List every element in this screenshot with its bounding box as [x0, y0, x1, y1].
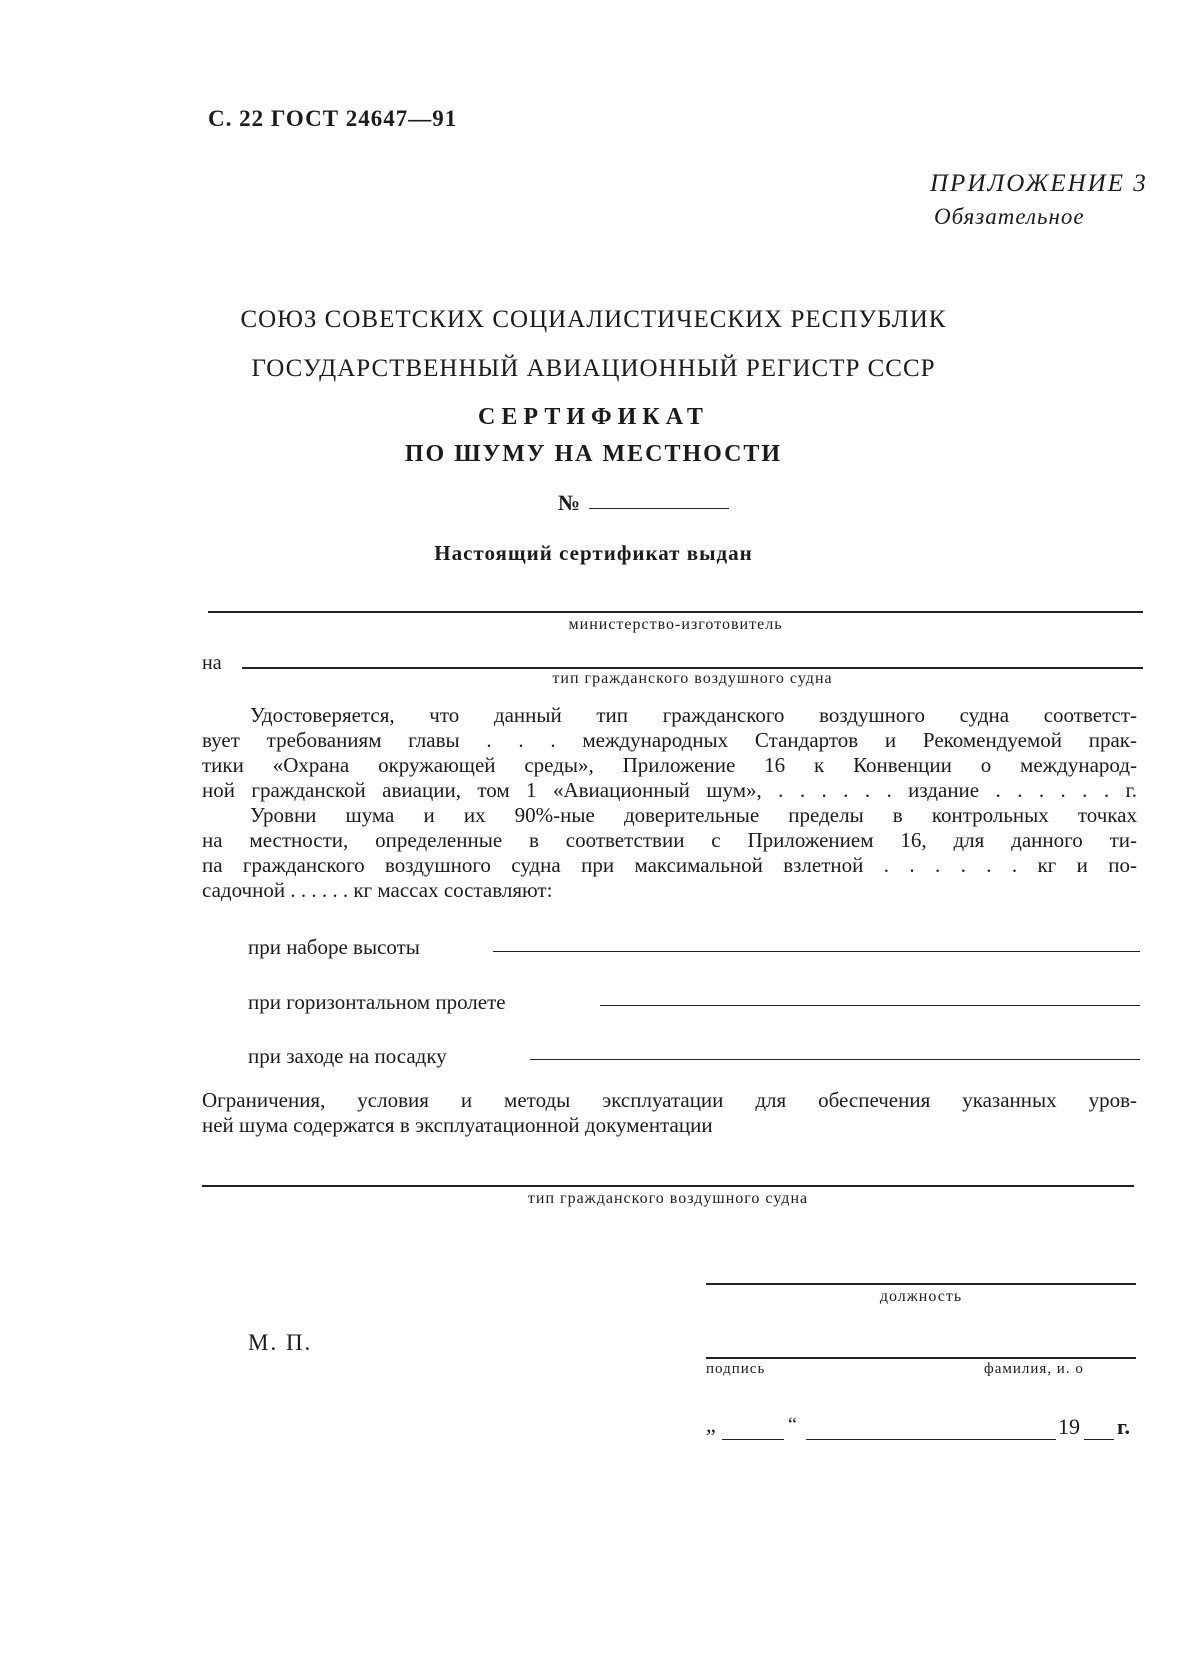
paragraph-line: ней шума содержатся в эксплуатационной документации [202, 1113, 713, 1137]
certificate-number-field[interactable] [589, 508, 729, 509]
page-header: С. 22 ГОСТ 24647—91 [208, 106, 458, 131]
paragraph-line: Ограничения, условия и методы эксплуатации для обеспечения указанных уров- [202, 1088, 1137, 1112]
footer-aircraft-type-caption: тип гражданского воздушного судна [527, 1190, 809, 1207]
appendix-subtitle: Обязательное [934, 204, 1085, 229]
signature-caption: подпись [706, 1361, 766, 1377]
date-month-field[interactable] [806, 1439, 1056, 1440]
paragraph-line: Уровни шума и их 90%-ные доверительные пределы в контрольных точках [250, 803, 1137, 827]
org-line-2: ГОСУДАРСТВЕННЫЙ АВИАЦИОННЫЙ РЕГИСТР СССР [251, 355, 936, 382]
date-open-quote: „ [706, 1412, 716, 1437]
na-label: на [202, 652, 222, 674]
level-approach-field[interactable] [530, 1059, 1140, 1060]
paragraph-line: садочной . . . . . . кг массах составляют: [202, 878, 553, 902]
position-field[interactable] [706, 1283, 1136, 1285]
paragraph-compliance [202, 703, 1137, 803]
paragraph-limitations [202, 1088, 1137, 1138]
org-line-1: СОЮЗ СОВЕТСКИХ СОЦИАЛИСТИЧЕСКИХ РЕСПУБЛИК [240, 306, 947, 333]
footer-aircraft-type-field[interactable] [202, 1185, 1134, 1187]
level-flight-field[interactable] [600, 1005, 1140, 1006]
ministry-field[interactable] [208, 611, 1143, 613]
date-year-field[interactable] [1084, 1439, 1114, 1440]
aircraft-type-caption: тип гражданского воздушного судна [552, 670, 833, 687]
date-day-field[interactable] [722, 1439, 784, 1440]
paragraph-noise-levels [202, 803, 1137, 903]
issued-heading: Настоящий сертификат выдан [434, 541, 753, 565]
date-close-quote: “ [788, 1414, 797, 1436]
appendix-title: ПРИЛОЖЕНИЕ 3 [930, 170, 1148, 197]
paragraph-line: тики «Охрана окружающей среды», Приложение 16 к Конвенции о международ- [202, 753, 1137, 777]
certificate-subtitle: ПО ШУМУ НА МЕСТНОСТИ [404, 441, 783, 467]
aircraft-type-field[interactable] [242, 667, 1143, 669]
paragraph-line: Удостоверяется, что данный тип гражданского воздушного судна соответст- [250, 703, 1137, 727]
position-caption: должность [879, 1288, 963, 1305]
paragraph-line: вует требованиям главы . . . международных Стандартов и Рекомендуемой прак- [202, 728, 1137, 752]
paragraph-line: па гражданского воздушного судна при максимальной взлетной . . . . . . кг и по- [202, 853, 1137, 877]
certificate-number-label: № [558, 490, 581, 515]
stamp-placeholder: М. П. [248, 1330, 313, 1355]
certificate-title: СЕРТИФИКАТ [478, 404, 709, 430]
level-climb-field[interactable] [493, 951, 1140, 952]
date-year-prefix: 19 [1058, 1414, 1080, 1439]
level-climb-label: при наборе высоты [248, 935, 420, 959]
paragraph-line: ной гражданской авиации, том 1 «Авиационный шум», . . . . . . издание . . . . . . г. [202, 778, 1137, 802]
ministry-caption: министерство-изготовитель [568, 616, 783, 633]
name-caption: фамилия, и. о [984, 1361, 1084, 1377]
date-year-suffix: г. [1117, 1414, 1131, 1439]
paragraph-line: на местности, определенные в соответствии с Приложением 16, для данного ти- [202, 828, 1137, 852]
level-flight-label: при горизонтальном пролете [248, 990, 506, 1014]
signature-field[interactable] [706, 1357, 1136, 1359]
level-approach-label: при заходе на посадку [248, 1044, 447, 1068]
